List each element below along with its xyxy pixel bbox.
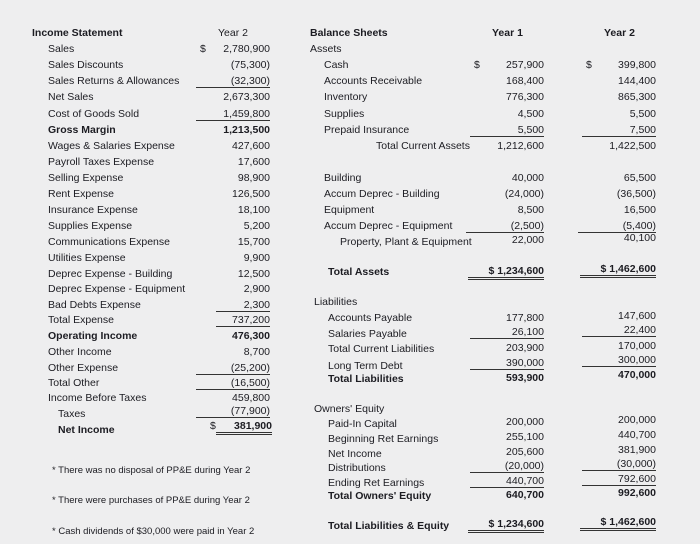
total-liab-equity-year1: $ 1,234,600 xyxy=(468,518,544,533)
year2-value: 147,600 xyxy=(618,310,656,322)
income-label: Cost of Goods Sold xyxy=(48,108,140,120)
income-value: 9,900 xyxy=(243,252,270,264)
year1-value: 440,700 xyxy=(470,475,544,488)
year1-value: 257,900 xyxy=(506,59,544,71)
income-label: Bad Debts Expense xyxy=(48,299,141,311)
year1-value: 203,900 xyxy=(506,342,544,354)
income-value: 98,900 xyxy=(237,172,270,184)
income-title: Income Statement xyxy=(32,27,123,39)
year1-value: 390,000 xyxy=(470,357,544,370)
balance-label: Accum Deprec - Equipment xyxy=(324,220,453,232)
year2-value: 144,400 xyxy=(618,75,656,87)
year2-value: 381,900 xyxy=(618,444,656,456)
income-label: Net Sales xyxy=(48,91,94,103)
year1-value: 205,600 xyxy=(506,446,544,458)
year2-value: 40,100 xyxy=(623,232,656,244)
balance-label: Ending Ret Earnings xyxy=(328,477,425,489)
income-label: Sales Discounts xyxy=(48,59,124,71)
year1-value: 168,400 xyxy=(506,75,544,87)
balance-label: Prepaid Insurance xyxy=(324,124,410,136)
currency-sign: $ xyxy=(210,420,216,432)
assets-label: Assets xyxy=(310,43,342,55)
income-label: Operating Income xyxy=(48,330,138,342)
income-label: Wages & Salaries Expense xyxy=(48,140,175,152)
income-value: 476,300 xyxy=(232,330,270,342)
income-label: Selling Expense xyxy=(48,172,124,184)
currency-sign: $ xyxy=(586,59,592,71)
note-item: * Cash dividends of $30,000 were paid in Year 2 xyxy=(52,526,255,537)
balance-label: Net Income xyxy=(328,448,382,460)
total-ppe-label: Property, Plant & Equipment xyxy=(340,236,472,248)
income-value: (77,900) xyxy=(196,405,270,418)
balance-label: Paid-In Capital xyxy=(328,418,397,430)
note-item: * There were purchases of PP&E during Year 2 xyxy=(52,495,250,506)
liabilities-label: Liabilities xyxy=(314,296,358,308)
balance-label: Long Term Debt xyxy=(328,360,403,372)
total-assets-year1: $ 1,234,600 xyxy=(468,265,544,280)
currency-sign: $ xyxy=(200,43,206,55)
income-label: Total Other xyxy=(48,377,100,389)
income-label: Total Expense xyxy=(48,314,114,326)
balance-title: Balance Sheets xyxy=(310,27,388,39)
year1-value: 4,500 xyxy=(517,108,544,120)
year2-value: 22,400 xyxy=(582,324,656,337)
year1-value: 40,000 xyxy=(511,172,544,184)
income-label: Insurance Expense xyxy=(48,204,138,216)
note-item: * There was no disposal of PP&E during Year 2 xyxy=(52,465,251,476)
year2-value: (36,500) xyxy=(616,188,656,200)
income-label: Taxes xyxy=(58,408,86,420)
income-label: Supplies Expense xyxy=(48,220,133,232)
income-value: 427,600 xyxy=(232,140,270,152)
year2-value: (5,400) xyxy=(578,220,656,233)
income-value: (25,200) xyxy=(196,362,270,375)
year2-value: 170,000 xyxy=(618,340,656,352)
income-value: (16,500) xyxy=(196,377,270,390)
year2-value: 200,000 xyxy=(618,414,656,426)
year1-value: 26,100 xyxy=(470,326,544,339)
income-label: Net Income xyxy=(58,424,115,436)
income-label: Sales xyxy=(48,43,75,55)
year2-value: 440,700 xyxy=(618,429,656,441)
income-value: 2,300 xyxy=(216,299,270,312)
year1-value: (2,500) xyxy=(466,220,544,233)
year1-value: 5,500 xyxy=(470,124,544,137)
year1-value: (24,000) xyxy=(504,188,544,200)
year2-value: 865,300 xyxy=(618,91,656,103)
income-value: 8,700 xyxy=(243,346,270,358)
income-label: Sales Returns & Allowances xyxy=(48,75,180,87)
year1-header: Year 1 xyxy=(492,27,523,39)
balance-label: Accounts Payable xyxy=(328,312,413,324)
balance-label: Building xyxy=(324,172,362,184)
year2-value: 16,500 xyxy=(623,204,656,216)
balance-label: Distributions xyxy=(328,462,386,474)
year2-value: 399,800 xyxy=(618,59,656,71)
income-value: 1,213,500 xyxy=(223,124,270,136)
income-label: Rent Expense xyxy=(48,188,114,200)
year1-value: 200,000 xyxy=(506,416,544,428)
income-value: 5,200 xyxy=(243,220,270,232)
year2-value: 1,422,500 xyxy=(609,140,656,152)
income-value: 2,673,300 xyxy=(223,91,270,103)
year1-value: (20,000) xyxy=(470,460,544,473)
income-label: Deprec Expense - Building xyxy=(48,268,173,280)
income-label: Income Before Taxes xyxy=(48,392,147,404)
income-value: 2,780,900 xyxy=(223,43,270,55)
income-value: (75,300) xyxy=(230,59,270,71)
year1-value: 255,100 xyxy=(506,431,544,443)
balance-label: Total Current Liabilities xyxy=(328,343,435,355)
net-income-value: 381,900 xyxy=(216,420,272,435)
income-label: Other Expense xyxy=(48,362,119,374)
year1-value: 22,000 xyxy=(511,234,544,246)
year2-value: 792,600 xyxy=(582,473,656,486)
income-label: Other Income xyxy=(48,346,112,358)
income-label: Gross Margin xyxy=(48,124,116,136)
income-label: Payroll Taxes Expense xyxy=(48,156,155,168)
balance-label: Inventory xyxy=(324,91,368,103)
year1-value: 593,900 xyxy=(506,372,544,384)
balance-label: Supplies xyxy=(324,108,365,120)
year2-value: 470,000 xyxy=(618,369,656,381)
balance-label: Total Liabilities xyxy=(328,373,404,385)
income-value: 15,700 xyxy=(237,236,270,248)
income-label: Deprec Expense - Equipment xyxy=(48,283,186,295)
income-value: 18,100 xyxy=(237,204,270,216)
income-value: (32,300) xyxy=(196,75,270,88)
year2-value: 300,000 xyxy=(582,354,656,367)
total-assets-label: Total Assets xyxy=(328,266,390,278)
balance-label: Salaries Payable xyxy=(328,328,407,340)
year2-value: 65,500 xyxy=(623,172,656,184)
balance-label: Beginning Ret Earnings xyxy=(328,433,439,445)
balance-label: Equipment xyxy=(324,204,375,216)
balance-label: Accounts Receivable xyxy=(324,75,423,87)
year2-value: 7,500 xyxy=(582,124,656,137)
income-value: 737,200 xyxy=(216,314,270,327)
income-value: 459,800 xyxy=(232,392,270,404)
total-assets-year2: $ 1,462,600 xyxy=(580,263,656,278)
owners-equity-label: Owners' Equity xyxy=(314,403,385,415)
year1-value: 776,300 xyxy=(506,91,544,103)
balance-label: Total Owners' Equity xyxy=(328,490,432,502)
income-label: Utilities Expense xyxy=(48,252,126,264)
year1-value: 1,212,600 xyxy=(497,140,544,152)
year2-value: (30,000) xyxy=(582,458,656,471)
year2-header: Year 2 xyxy=(604,27,635,39)
year1-value: 8,500 xyxy=(517,204,544,216)
income-value: 2,900 xyxy=(243,283,270,295)
currency-sign: $ xyxy=(474,59,480,71)
income-year-header: Year 2 xyxy=(218,27,248,39)
total-liab-equity-label: Total Liabilities & Equity xyxy=(328,520,450,532)
year2-value: 992,600 xyxy=(618,487,656,499)
income-value: 1,459,800 xyxy=(196,108,270,121)
income-value: 12,500 xyxy=(237,268,270,280)
income-value: 126,500 xyxy=(232,188,270,200)
year2-value: 5,500 xyxy=(629,108,656,120)
year1-value: 640,700 xyxy=(506,489,544,501)
year1-value: 177,800 xyxy=(506,312,544,324)
income-label: Communications Expense xyxy=(48,236,170,248)
balance-label: Cash xyxy=(324,59,349,71)
income-value: 17,600 xyxy=(237,156,270,168)
total-current-assets-label: Total Current Assets xyxy=(376,140,470,152)
balance-label: Accum Deprec - Building xyxy=(324,188,440,200)
total-liab-equity-year2: $ 1,462,600 xyxy=(580,516,656,531)
